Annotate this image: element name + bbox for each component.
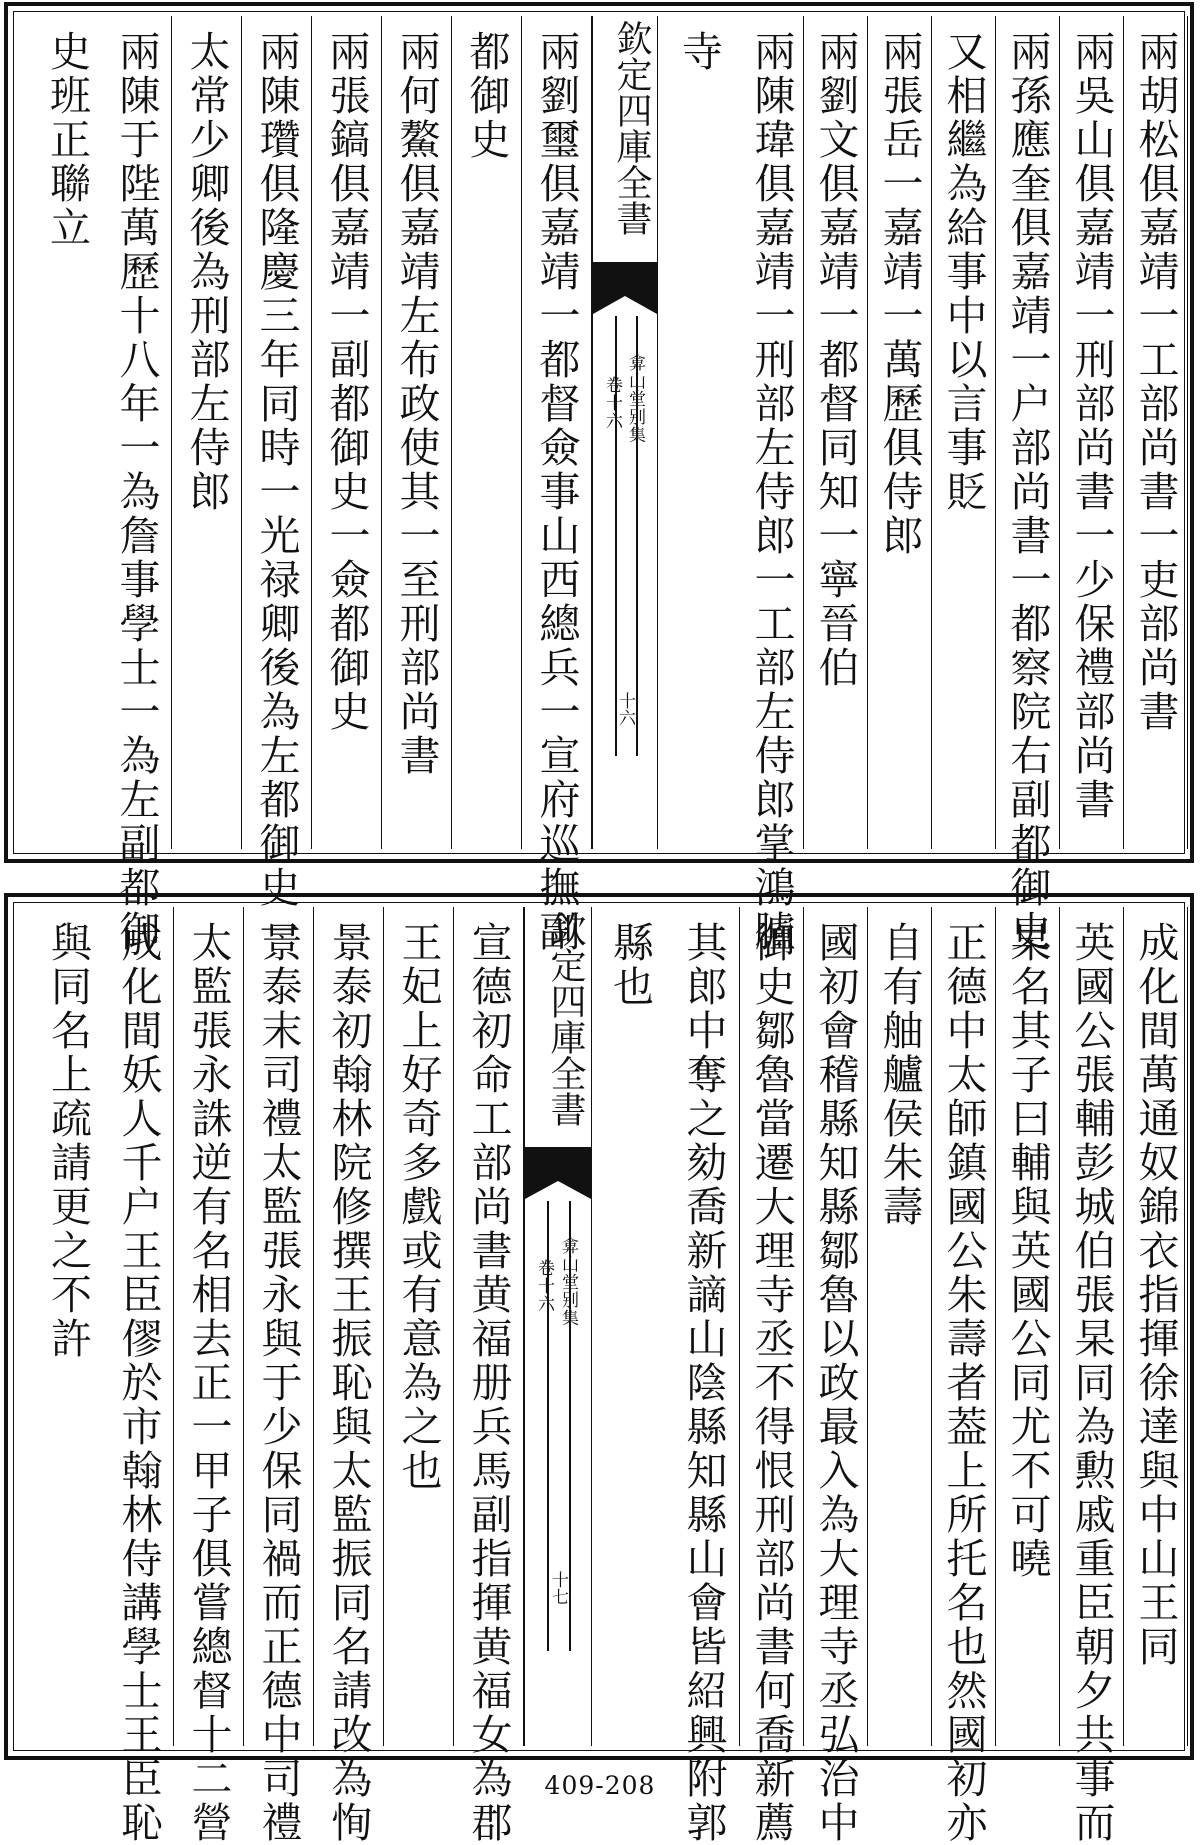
column-text: 兩劉璽俱嘉靖一都督僉事山西總兵一宣府巡撫副 [532, 30, 581, 954]
text-column [522, 16, 592, 954]
column-text: 與同名上疏請更之不許 [44, 921, 92, 1361]
text-column [658, 16, 740, 849]
spine-title: 欽定四庫全書 [545, 911, 586, 1127]
text-column [1124, 16, 1188, 849]
column-text: 兩胡松俱嘉靖一工部尚書一吏部尚書 [1131, 30, 1180, 734]
center-spine [592, 16, 658, 849]
text-column [868, 907, 932, 1746]
top-page [4, 2, 1194, 954]
text-column [804, 907, 868, 1845]
text-column [932, 16, 996, 849]
text-column [804, 16, 868, 849]
text-column [668, 907, 740, 1845]
column-text: 兩陳瓚俱隆慶三年同時一光禄卿後為左都御史一 [252, 30, 301, 954]
text-column [1060, 907, 1124, 1845]
text-column [242, 16, 312, 954]
column-text: 史班正聯立 [43, 30, 91, 250]
text-column [740, 16, 804, 954]
column-text: 景泰初翰林院修撰王振恥與太監振同名請改為恂 [324, 921, 373, 1845]
column-text: 太監張永誅逆有名相去正一甲子俱嘗總督十二營 [184, 921, 233, 1845]
text-column [384, 907, 454, 1746]
column-text: 兩張鎬俱嘉靖一副都御史一僉都御史 [322, 30, 371, 734]
text-column [1060, 16, 1124, 849]
column-text: 太常少卿後為刑部左侍郎 [182, 30, 231, 514]
text-column [314, 907, 384, 1845]
text-column [102, 16, 172, 954]
column-text: 國初會稽縣知縣鄒魯以政最入為大理寺丞弘治中 [811, 921, 860, 1845]
column-text: 兩何鰲俱嘉靖左布政使其一至刑部尚書 [392, 30, 441, 778]
column-text: 兩陳于陛萬歷十八年一為詹事學士一為左副都御 [112, 30, 161, 954]
text-column [104, 907, 174, 1845]
text-column [174, 907, 244, 1845]
column-text: 兩劉文俱嘉靖一都督同知一寧晉伯 [811, 30, 860, 690]
column-text: 其郎中奪之劾喬新謫山陰縣知縣山會皆紹興附郭 [679, 921, 728, 1845]
center-spine [524, 907, 592, 1746]
text-column [1124, 907, 1188, 1746]
column-text: 成化間萬通奴錦衣指揮徐達與中山王同 [1131, 921, 1180, 1669]
column-text: 英國公張輔彭城伯張杲同為勲戚重臣朝夕共事而 [1067, 921, 1116, 1845]
fish-tail-ornament [525, 1147, 591, 1201]
text-column [382, 16, 452, 849]
column-text: 都御史 [462, 30, 511, 162]
column-text: 縣也 [606, 921, 654, 1009]
spine-leaf-number: 十七 [548, 1571, 568, 1605]
text-column [454, 907, 524, 1845]
column-text: 成化間妖人千户王臣僇於市翰林侍講學士王臣恥 [114, 921, 163, 1845]
text-column [32, 907, 104, 1746]
text-column [312, 16, 382, 849]
column-text: 御史鄒魯當遷大理寺丞不得恨刑部尚書何喬新薦 [747, 921, 796, 1845]
column-text: 兩吳山俱嘉靖一刑部尚書一少保禮部尚書 [1067, 30, 1116, 822]
column-text: 兩孫應奎俱嘉靖一户部尚書一都察院右副都御史 [1003, 30, 1052, 954]
text-column [244, 907, 314, 1845]
column-text: 自有舳艫侯朱壽 [875, 921, 924, 1229]
text-column [868, 16, 932, 849]
column-text: 景泰末司禮太監張永與于少保同禍而正德中司禮 [254, 921, 303, 1845]
spine-collection-name: 弇山堂别集 [625, 354, 645, 444]
fish-tail-ornament [593, 262, 657, 316]
page-reference-number: 409-208 [544, 1771, 656, 1800]
column-text: 兩陳瑋俱嘉靖一刑部左侍郎一工部左侍郎掌鴻臚 [747, 30, 796, 954]
text-column [932, 907, 996, 1845]
spine-juan: 卷十六 [602, 376, 622, 430]
text-column [996, 16, 1060, 954]
text-column [172, 16, 242, 849]
text-column [452, 16, 522, 849]
text-column [32, 16, 102, 849]
column-text: 杲名其子曰輔與英國公同尤不可曉 [1003, 921, 1052, 1581]
column-text: 寺 [675, 30, 723, 74]
spine-collection-name: 弇山堂别集 [558, 1237, 578, 1327]
column-text: 正德中太師鎮國公朱壽者葢上所托名也然國初亦 [939, 921, 988, 1845]
text-column [740, 907, 804, 1845]
column-text: 兩張岳一嘉靖一萬歷俱侍郎 [875, 30, 924, 558]
spine-juan: 卷十六 [534, 1259, 554, 1313]
text-column [996, 907, 1060, 1746]
column-text: 宣德初命工部尚書黄福册兵馬副指揮黄福女為郡 [464, 921, 513, 1845]
column-text: 又相繼為給事中以言事貶 [939, 30, 988, 514]
column-text: 王妃上好奇多戲或有意為之也 [394, 921, 443, 1493]
spine-title: 欽定四庫全書 [611, 20, 652, 236]
spine-leaf-number: 十六 [615, 692, 635, 726]
text-column [592, 907, 668, 1746]
